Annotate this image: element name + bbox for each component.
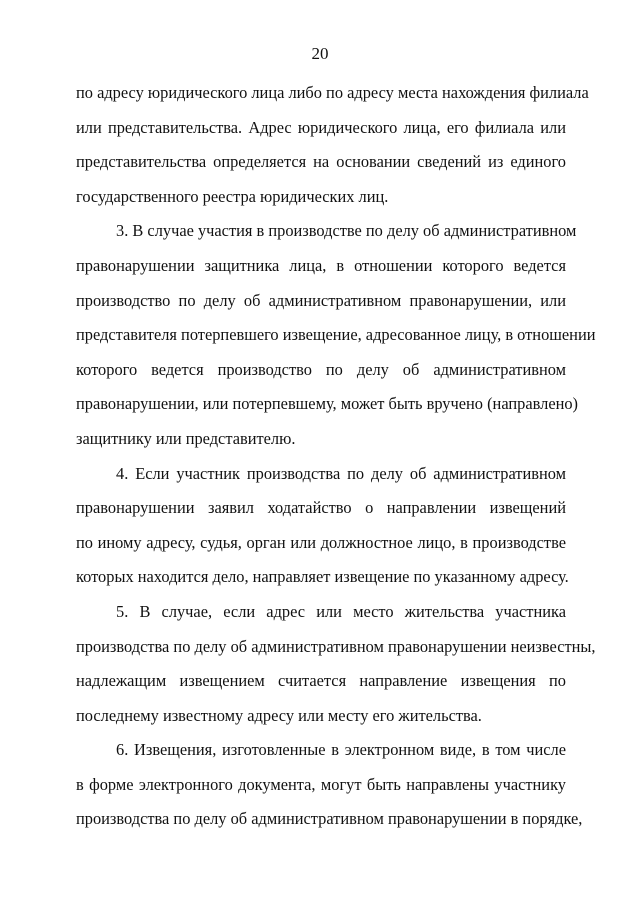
text-line: представительства определяется на основании сведений из единого — [76, 152, 566, 172]
text-line: по адресу юридического лица либо по адресу места нахождения филиала — [76, 83, 589, 102]
text-line: производство по делу об административном правонарушении, или — [76, 290, 566, 310]
text-line: производства по делу об административном правонарушении неизвестны, — [76, 636, 596, 656]
paragraph-3-start: 3. В случае участия в производстве по делу об административном — [116, 221, 577, 241]
text-line: производства по делу об административном правонарушении в порядке, — [76, 809, 583, 829]
text-line: правонарушении защитника лица, в отношении которого ведется — [76, 255, 566, 275]
text-line: по иному адресу, судья, орган или должностное лицо, в производстве — [76, 532, 566, 552]
document-body — [76, 76, 596, 837]
text-line: защитнику или представителю. — [76, 428, 296, 448]
text-line: или представительства. Адрес юридического лица, его филиала или — [76, 117, 566, 137]
text-line: надлежащим извещением считается направление извещения по — [76, 671, 566, 691]
text-line: в форме электронного документа, могут быть направлены участнику — [76, 774, 566, 794]
page-number: 20 — [311, 44, 329, 63]
paragraph-4-start: 4. Если участник производства по делу об административном — [116, 463, 566, 483]
text-line: которых находится дело, направляет извещение по указанному адресу. — [76, 567, 569, 587]
paragraph-6-start: 6. Извещения, изготовленные в электронном виде, в том числе — [116, 740, 566, 760]
text-line: представителя потерпевшего извещение, адресованное лицу, в отношении — [76, 325, 596, 345]
text-line: правонарушении, или потерпевшему, может быть вручено (направлено) — [76, 394, 579, 414]
text-line: которого ведется производство по делу об административном — [76, 359, 566, 379]
paragraph-5-start: 5. В случае, если адрес или место жительства участника — [116, 601, 566, 621]
text-line: последнему известному адресу или месту его жительства. — [76, 705, 482, 725]
text-line: правонарушении заявил ходатайство о направлении извещений — [76, 498, 566, 518]
text-line: государственного реестра юридических лиц. — [76, 186, 389, 206]
